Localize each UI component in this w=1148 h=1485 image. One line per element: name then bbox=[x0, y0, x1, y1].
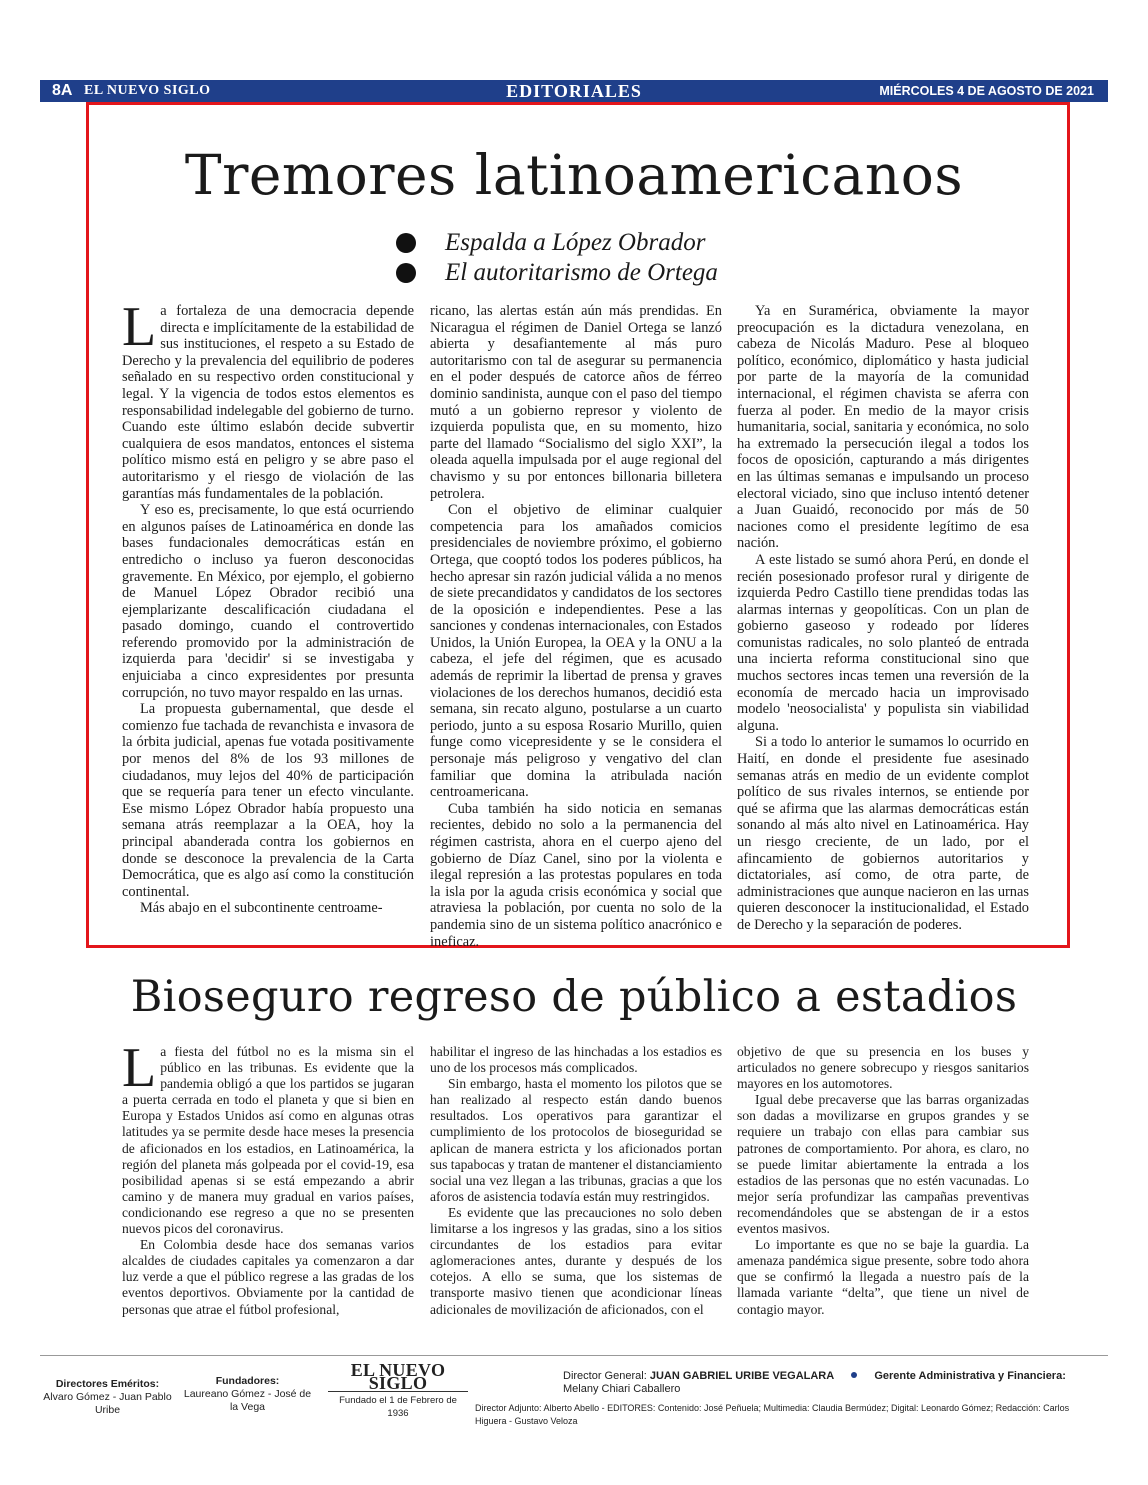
subhead-2 bbox=[396, 258, 718, 288]
drop-cap: L bbox=[122, 1037, 157, 1099]
fundadores-names: Laureano Gómez - José de la Vega bbox=[183, 1388, 312, 1413]
directores-names: Alvaro Gómez - Juan Pablo Uribe bbox=[43, 1391, 172, 1416]
editorial-2-title: Bioseguro regreso de público a estadios bbox=[130, 972, 1018, 1022]
section-title: EDITORIALES bbox=[506, 81, 642, 101]
paragraph: Cuba también ha sido noticia en semanas recientes, debido no solo a la permanencia del régimen castrista, ahora en el cuerpo ajeno del gobierno de Díaz Canel, sino por la violenta e ilegal represión a las protestas populares en toda la isla por la aguda crisis económica y social que atraviesa la población, por cuenta no solo de la pandemia sino de un sistema político anacrónico e ineficaz. bbox=[430, 800, 722, 950]
paragraph: La propuesta gubernamental, que desde el comienzo fue tachada de revanchista e invasora de la órbita judicial, apenas fue votada positivamente por menos del 8% de los 93 millones de ciudadanos, muy lejos del 40% de participación que se requería para tener un efecto vinculante. Ese mismo López Obrador había propuesto una semana atrás reemplazar a la OEA, hoy la principal abanderada contra los gobiernos en donde se desconoce la prevalencia de la Carta Democrática, que es algo así como la constitución continental. bbox=[122, 701, 414, 900]
paragraph: En Colombia desde hace dos semanas varios alcaldes de ciudades capitales ya comenzaron a dar luz verde a que el público regrese a las gradas de los eventos deportivos. Obviamente por la cantidad de personas que atrae el fútbol profesional, bbox=[122, 1237, 414, 1317]
editorial-2-column-3 bbox=[737, 1044, 1029, 1318]
gerente-label: Gerente Administrativa y Financiera: bbox=[874, 1370, 1066, 1382]
paragraph: Igual debe precaverse que las barras organizadas son dadas a movilizarse en grupos grandes y se requiere un trabajo con ellas para cambiar sus patrones de comportamiento. Por ahora, es claro, no se puede limitar abiertamente la entrada a los estadios de las personas que no estén vacunadas. Lo mejor sería profundizar las campañas preventivas recomendándoles que se abstengan de ir a estos eventos masivos. bbox=[737, 1092, 1029, 1237]
editorial-1-subheads bbox=[396, 228, 718, 288]
paragraph: Ya en Suramérica, obviamente la mayor preocupación es la dictadura venezolana, en cabeza de Nicolás Maduro. Pese al bloqueo político, económico, diplomático y hasta judicial por parte de la mayoría de la comunidad internacional, el régimen chavista se aferra con fuerza al poder. En medio de la mayor crisis humanitaria, social, sanitaria y económica, no solo ha extremado la persecución ilegal a todos los focos de oposición, capturando a más dirigentes en las últimas semanas e impulsando un proceso electoral viciado, sino que incluso intentó detener a Juan Guaidó, reconocido por más de 50 naciones como el presidente legítimo de esa nación. bbox=[737, 303, 1029, 552]
masthead-small: EL NUEVO SIGLO bbox=[84, 83, 211, 98]
fundadores-label: Fundadores: bbox=[215, 1375, 280, 1387]
editorial-2-column-1 bbox=[122, 1037, 414, 1318]
editorial-1-column-1 bbox=[122, 296, 414, 917]
footer-directores bbox=[40, 1378, 175, 1417]
editorial-1-title: Tremores latinoamericanos bbox=[184, 143, 964, 207]
editorial-1-column-2 bbox=[430, 303, 722, 950]
directores-label: Directores Eméritos: bbox=[55, 1378, 160, 1390]
paragraph: A este listado se sumó ahora Perú, en donde el recién posesionado profesor rural y dirigente de izquierda Pedro Castillo tiene prendidas todas las alarmas internas y geopolíticas. Con un plan de gobierno gaseoso y rodeado por líderes comunistas radicales, no solo planteó de entrada una incierta reforma constitucional sino que muchos sectores incas temen una reversión de la economía de mercado hacia un improvisado modelo 'neosocialista' y populista sin viabilidad alguna. bbox=[737, 551, 1029, 734]
paragraph: ricano, las alertas están aún más prendidas. En Nicaragua el régimen de Daniel Ortega se lanzó abierta y desafiantemente al más puro autoritarismo con tal de asegurar su permanencia en el poder después de catorce años de férreo dominio sandinista, aunque con el paso del tiempo mutó a un gobierno represor y violento de izquierda populista que, en su momento, hizo parte del llamado “Socialismo del siglo XXI”, la oleada aquella impulsada por el auge regional del chavismo y su por entonces billonaria billetera petrolera. bbox=[430, 303, 722, 502]
page-number: 8A bbox=[52, 82, 73, 99]
footer-logo bbox=[328, 1360, 468, 1420]
paragraph: habilitar el ingreso de las hinchadas a los estadios es uno de los procesos más complicados. bbox=[430, 1044, 722, 1076]
editorial-1-column-3 bbox=[737, 303, 1029, 934]
bullet-icon bbox=[396, 263, 416, 283]
paragraph: Más abajo en el subcontinente centroame- bbox=[140, 900, 383, 917]
paragraph: Lo importante es que no se baje la guardia. La amenaza pandémica sigue presente, sobre todo ahora que se confirmó la llegada a nuestro país de la llamada variante “delta”, que tiene un nivel de contagio mayor. bbox=[737, 1237, 1029, 1317]
director-general-label: Director General: bbox=[563, 1370, 647, 1382]
paragraph: Si a todo lo anterior le sumamos lo ocurrido en Haití, en donde el presidente fue asesinado semanas atrás en medio de un evidente complot político de sus rivales internos, se entiende por qué se afirma que las alarmas democráticas están sonando al más alto nivel en Latinoamérica. Hay un riesgo creciente, de un lado, por el afincamiento de gobiernos autoritarios y dictatoriales, así como, de otra parte, de administraciones que aunque nacieron en las urnas quieren desconocer la institucionalidad, el Estado de Derecho y la separación de poderes. bbox=[737, 734, 1029, 933]
subhead-1-text: Espalda a López Obrador bbox=[445, 229, 706, 256]
issue-date: MIÉRCOLES 4 DE AGOSTO DE 2021 bbox=[879, 84, 1094, 98]
subhead-1 bbox=[396, 228, 718, 258]
paragraph bbox=[122, 296, 414, 502]
staff-row-2: Director Adjunto: Alberto Abello - EDITORES: Contenido: José Peñuela; Multimedia: Claudia Bermúdez; Digital: Leonardo Gómez; Redacción: Carlos Higuera - Gustavo Veloza bbox=[475, 1403, 1070, 1426]
director-general-name: JUAN GABRIEL URIBE VEGALARA bbox=[649, 1370, 835, 1382]
subhead-2-text: El autoritarismo de Ortega bbox=[445, 259, 718, 286]
footer-fundadores bbox=[180, 1375, 315, 1414]
bullet-icon bbox=[396, 233, 416, 253]
footer-staff bbox=[475, 1370, 1085, 1428]
footer-divider bbox=[40, 1355, 1108, 1356]
paragraph-text: a fiesta del fútbol no es la misma sin el público en las tribunas. Es evidente que la pandemia obligó a que los partidos se jugaran a puerta cerrada en todo el planeta y que si bien en Europa y Estados Unidos así como en algunas otras latitudes ya se permite desde hace meses la presencia de aficionados en los estadios, en Latinoamérica, la región del planeta más golpeada por el covid-19, esa posibilidad apenas si se está empezando a abrir camino y de manera muy gradual en varios países, condicionando ese regreso a que no se presenten nuevos picos del coronavirus. bbox=[122, 1044, 414, 1237]
paragraph: Es evidente que las precauciones no solo deben limitarse a los ingresos y las gradas, sino a los sitios circundantes de los estadios para evitar aglomeraciones antes, durante y después de los cotejos. A ello se suma, que los sistemas de transporte masivo tienen que acondicionar líneas adicionales de movilización de aficionados, con el bbox=[430, 1204, 722, 1317]
paragraph: Sin embargo, hasta el momento los pilotos que se han realizado al respecto están dando buenos resultados. Los operativos para garantizar el cumplimiento de los protocolos de bioseguridad se aplican de manera estricta y los aficionados portan sus tapabocas y tratan de mantener el distanciamiento social una vez llegan a las tribunas, gracias a que los aforos de asistencia todavía están muy restringidos. bbox=[430, 1076, 722, 1204]
editorial-2-column-2 bbox=[430, 1044, 722, 1318]
staff-row-1 bbox=[563, 1370, 1085, 1396]
paragraph-text: a fortaleza de una democracia depende directa e implícitamente de la estabilidad de sus instituciones, el respeto a su Estado de Derecho y la prevalencia del equilibrio de poderes señalado en su respectivo orden constitucional y legal. Y la vigencia de todos estos elementos es responsabilidad indelegable del gobierno de turno. Cuando este último eslabón decide subvertir cualquiera de esos mandatos, entonces el sistema político mismo está en peligro y se abre paso el autoritarismo y el riesgo de violación de las garantías más fundamentales de la población. bbox=[122, 303, 414, 502]
drop-cap: L bbox=[122, 296, 157, 358]
paragraph bbox=[122, 1037, 414, 1237]
bullet-icon bbox=[851, 1372, 857, 1378]
gerente-name: Melany Chiari Caballero bbox=[563, 1383, 681, 1395]
logo-text: EL NUEVO SIGLO bbox=[328, 1364, 468, 1392]
page-header-bar bbox=[40, 80, 1108, 102]
paragraph: Y eso es, precisamente, lo que está ocurriendo en algunos países de Latinoamérica en donde las bases fundacionales democráticas están en entredicho o incluso ya fueron desconocidas gravemente. En México, por ejemplo, el gobierno de Manuel López Obrador recibió una ejemplarizante descalificación ciudadana el pasado domingo, cuando el controvertido referendo promovido por la administración de izquierda para 'decidir' si se investigaba y enjuiciaba a cinco expresidentes por presunta corrupción, no tuvo mayor respaldo en las urnas. bbox=[122, 502, 414, 701]
paragraph: Con el objetivo de eliminar cualquier competencia para los amañados comicios presidenciales de noviembre próximo, el gobierno Ortega, que cooptó todos los poderes públicos, ha hecho apresar sin razón judicial válida a no menos de siete precandidatos y candidatos de los sectores de la oposición e independientes. Pese a las sanciones y condenas internacionales, con Estados Unidos, la Unión Europea, la OEA y la ONU a la cabeza, el jefe del régimen, que es acusado además de reprimir la libertad de prensa y graves violaciones de los derechos humanos, decidió esta semana, sin recato alguno, postularse a un cuarto periodo, junto a su esposa Rosario Murillo, quien funge como vicepresidente y se le considera el personaje más peligroso y vengativo del clan familiar que domina la atribulada nación centroamericana. bbox=[430, 502, 722, 801]
founded-date: Fundado el 1 de Febrero de 1936 bbox=[339, 1395, 457, 1419]
paragraph: objetivo de que su presencia en los buses y articulados no genere sobrecupo y riesgos sanitarios mayores en los automotores. bbox=[737, 1044, 1029, 1092]
